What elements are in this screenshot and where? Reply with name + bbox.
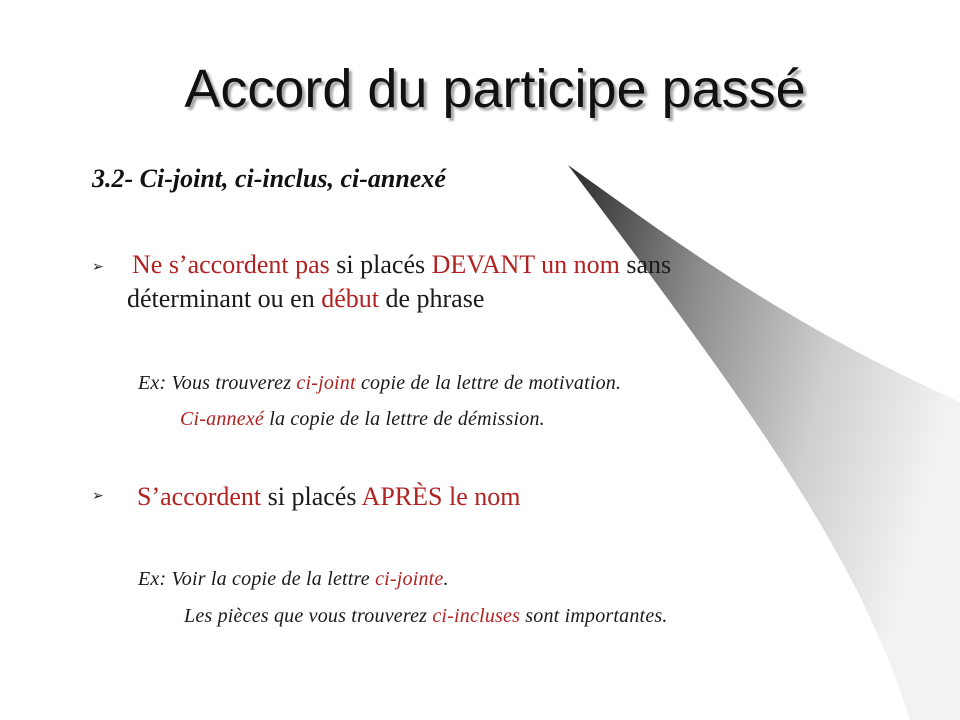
section-subtitle: 3.2- Ci-joint, ci-inclus, ci-annexé [92,164,446,193]
rule-1-highlight-2: DEVANT un nom [431,250,620,279]
bullet-arrow-icon: ➢ [92,260,104,275]
rule-1-text-1: si placés [329,250,432,279]
example-1b-highlight: Ci-annexé [180,408,264,430]
slide-title: Accord du participe passé [184,59,806,119]
example-1a [138,372,621,395]
example-1a-highlight: ci-joint [296,372,356,394]
example-2a-text: Ex: Voir la copie de la lettre [138,568,376,590]
example-2b-text: Les pièces que vous trouverez [184,605,433,627]
example-2b-end: sont importantes. [520,605,668,627]
rule-1-line-1 [132,250,671,280]
example-1a-text: Ex: Vous trouverez [138,372,297,394]
rule-1-text-3: déterminant ou en [127,284,322,313]
example-2a-end: . [443,568,449,590]
example-1a-end: copie de la lettre de motivation. [355,372,622,394]
example-1b [180,408,545,431]
rule-1-highlight-1: Ne s’accordent pas [132,250,330,279]
example-2b [184,605,668,628]
example-2b-highlight: ci-incluses [432,605,521,627]
rule-1-highlight-3: début [321,284,379,313]
bullet-arrow-icon: ➢ [92,489,104,504]
example-1b-text: la copie de la lettre de démission. [264,408,545,430]
rule-2-line [137,482,520,512]
rule-2-highlight-1: S’accordent [137,482,262,511]
rule-1-text-2: sans [619,250,672,279]
rule-2-highlight-2: APRÈS le nom [361,482,521,511]
rule-2-text: si placés [261,482,362,511]
example-2a-highlight: ci-jointe [375,568,444,590]
rule-1-line-2 [127,284,484,314]
rule-1-text-4: de phrase [378,284,485,313]
example-2a [138,568,449,591]
